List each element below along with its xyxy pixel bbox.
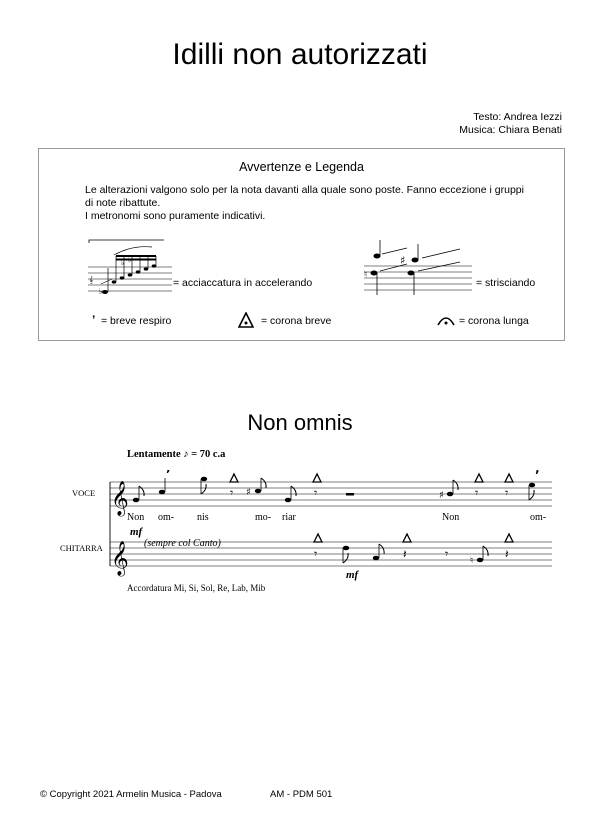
quarter-note-icon: ♪	[183, 449, 189, 460]
legend-line-1: Le alterazioni valgono solo per la nota davanti alla quale sono poste. Fanno eccezione i gruppi di note ribattute.	[85, 184, 524, 209]
voice-staff-label: VOCE	[72, 488, 96, 498]
acciaccatura-label: = acciaccatura in accelerando	[173, 277, 313, 289]
svg-text:ʼ: ʼ	[535, 470, 540, 482]
lyric-syllable: Non	[442, 512, 460, 523]
svg-text:𝄾: 𝄾	[445, 547, 449, 561]
lyric-syllable: nis	[197, 512, 209, 523]
strisciando-example	[362, 240, 474, 300]
guitar-staff-label: CHITARRA	[60, 543, 103, 553]
long-fermata-icon	[437, 314, 455, 326]
svg-text:𝄾: 𝄾	[475, 486, 479, 500]
acciaccatura-example	[84, 235, 176, 300]
short-fermata-icon	[238, 312, 254, 328]
lyric-syllable: om-	[530, 512, 547, 523]
svg-text:𝄞: 𝄞	[89, 276, 94, 284]
tempo-value: = 70 c.a	[191, 449, 226, 460]
guitar-dynamic: mf	[346, 569, 359, 581]
tuning-note: Accordatura Mi, Si, Sol, Re, Lab, Mib	[127, 583, 266, 593]
svg-text:♭: ♭	[121, 259, 125, 267]
legend-heading: Avvertenze e Legenda	[239, 160, 364, 174]
long-fermata-label: = corona lunga	[459, 315, 529, 327]
lyric-syllable: mo-	[255, 512, 272, 523]
svg-text:♭: ♭	[128, 256, 132, 264]
svg-text:♯: ♯	[246, 487, 251, 498]
svg-text:𝄾: 𝄾	[230, 486, 234, 500]
lyric-syllable: om-	[158, 512, 175, 523]
svg-text:𝄾: 𝄾	[314, 486, 318, 500]
page-title: Idilli non autorizzati	[172, 38, 428, 71]
lyric-syllable: Non	[127, 512, 145, 523]
svg-text:𝄾: 𝄾	[314, 547, 318, 561]
score-system	[108, 470, 554, 582]
copyright: © Copyright 2021 Armelin Musica - Padova	[40, 789, 222, 800]
svg-text:♯: ♯	[400, 254, 406, 267]
lyric-syllable: riar	[282, 512, 296, 523]
svg-text:♭: ♭	[99, 287, 103, 296]
svg-text:𝄞: 𝄞	[111, 481, 129, 516]
legend-notes	[85, 184, 535, 223]
composer-credit: Musica: Chiara Benati	[459, 124, 562, 136]
svg-text:♯: ♯	[439, 490, 444, 501]
section-title: Non omnis	[247, 410, 353, 435]
svg-text:𝄽: 𝄽	[403, 547, 407, 561]
legend-line-2: I metronomi sono puramente indicativi.	[85, 210, 266, 222]
tempo-marking	[127, 449, 225, 460]
tempo-text: Lentamente	[127, 449, 181, 460]
svg-text:𝄾: 𝄾	[505, 486, 509, 500]
guitar-direction: (sempre col Canto)	[144, 538, 221, 549]
lyricist-credit: Testo: Andrea Iezzi	[473, 111, 562, 123]
svg-text:♮: ♮	[364, 270, 368, 280]
svg-text:ʼ: ʼ	[166, 470, 171, 481]
strisciando-label: = strisciando	[476, 277, 536, 289]
svg-text:𝄞: 𝄞	[111, 541, 129, 576]
breath-mark-icon: ʼ	[92, 313, 96, 327]
svg-text:♮: ♮	[470, 556, 474, 566]
catalog-number: AM - PDM 501	[270, 789, 333, 800]
breath-label: = breve respiro	[101, 315, 172, 327]
short-fermata-label: = corona breve	[261, 315, 332, 327]
svg-text:𝄽: 𝄽	[505, 547, 509, 561]
voice-dynamic: mf	[130, 526, 143, 538]
